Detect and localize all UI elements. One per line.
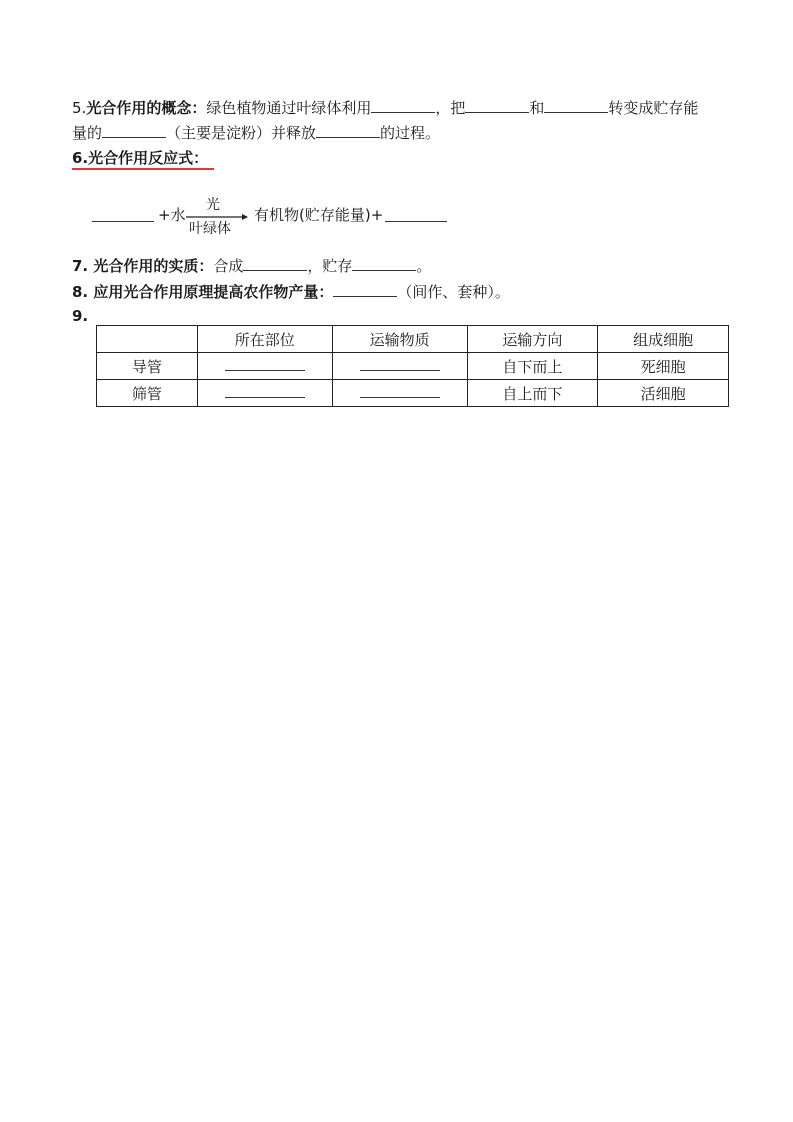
q5-blank-4[interactable] (102, 123, 166, 138)
q5-text-2: ，把 (435, 99, 466, 117)
row-name: 筛管 (97, 380, 198, 407)
reaction-equation (72, 190, 472, 240)
q8-line (72, 281, 510, 303)
equation-plus-water: +水 (158, 206, 186, 224)
q5-label: 光合作用的概念： (86, 99, 207, 117)
table-header-cell: 运输方向 (467, 326, 598, 353)
q5-blank-3[interactable] (544, 98, 608, 113)
table-header-row (97, 326, 729, 353)
substance-blank-cell[interactable] (332, 353, 467, 380)
equation-product: 有机物(贮存能量)+ (254, 206, 384, 224)
q5-text-1: 绿色植物通过叶绿体利用 (206, 99, 372, 117)
q5-text-4: 转变成贮存能 (608, 99, 699, 117)
q5-text-5: 量的 (72, 124, 103, 142)
cells-cell: 活细胞 (598, 380, 729, 407)
q9-label: 9. (72, 307, 89, 325)
q7-text-1: 合成 (213, 257, 244, 275)
table-row (97, 353, 729, 380)
equation-blank-left[interactable] (92, 221, 154, 222)
q7-text-2: ，贮存 (307, 257, 353, 275)
table-header-cell (97, 326, 198, 353)
vessel-table (96, 325, 729, 407)
table-header-cell: 组成细胞 (598, 326, 729, 353)
q7-line (72, 255, 431, 277)
location-blank-cell[interactable] (197, 380, 332, 407)
table-row (97, 380, 729, 407)
substance-blank-cell[interactable] (332, 380, 467, 407)
equation-blank-right[interactable] (385, 221, 447, 222)
q5-text-7: 的过程。 (380, 124, 441, 142)
q6-red-underline (72, 168, 214, 170)
q6-label: 6.光合作用反应式： (72, 149, 209, 167)
q5-blank-1[interactable] (371, 98, 435, 113)
q8-blank-1[interactable] (333, 282, 397, 297)
q7-label: 7. 光合作用的实质： (72, 257, 214, 275)
q5-line2 (72, 122, 440, 144)
q5-blank-5[interactable] (316, 123, 380, 138)
row-name: 导管 (97, 353, 198, 380)
q7-text-3: 。 (416, 257, 432, 275)
q5-line1 (72, 97, 698, 119)
q8-text-1: （间作、套种）。 (397, 283, 510, 301)
table-header-cell: 运输物质 (332, 326, 467, 353)
q5-number: 5. (72, 99, 87, 117)
equation-condition-chloroplast: 叶绿体 (189, 221, 231, 237)
table-header-cell: 所在部位 (197, 326, 332, 353)
direction-cell: 自上而下 (467, 380, 598, 407)
q7-blank-1[interactable] (243, 256, 307, 271)
q5-blank-2[interactable] (465, 98, 529, 113)
q5-text-3: 和 (529, 99, 545, 117)
cells-cell: 死细胞 (598, 353, 729, 380)
direction-cell: 自下而上 (467, 353, 598, 380)
equation-condition-light: 光 (206, 197, 220, 213)
q8-label: 8. 应用光合作用原理提高农作物产量： (72, 283, 334, 301)
location-blank-cell[interactable] (197, 353, 332, 380)
q5-text-6: （主要是淀粉）并释放 (166, 124, 317, 142)
q7-blank-2[interactable] (352, 256, 416, 271)
